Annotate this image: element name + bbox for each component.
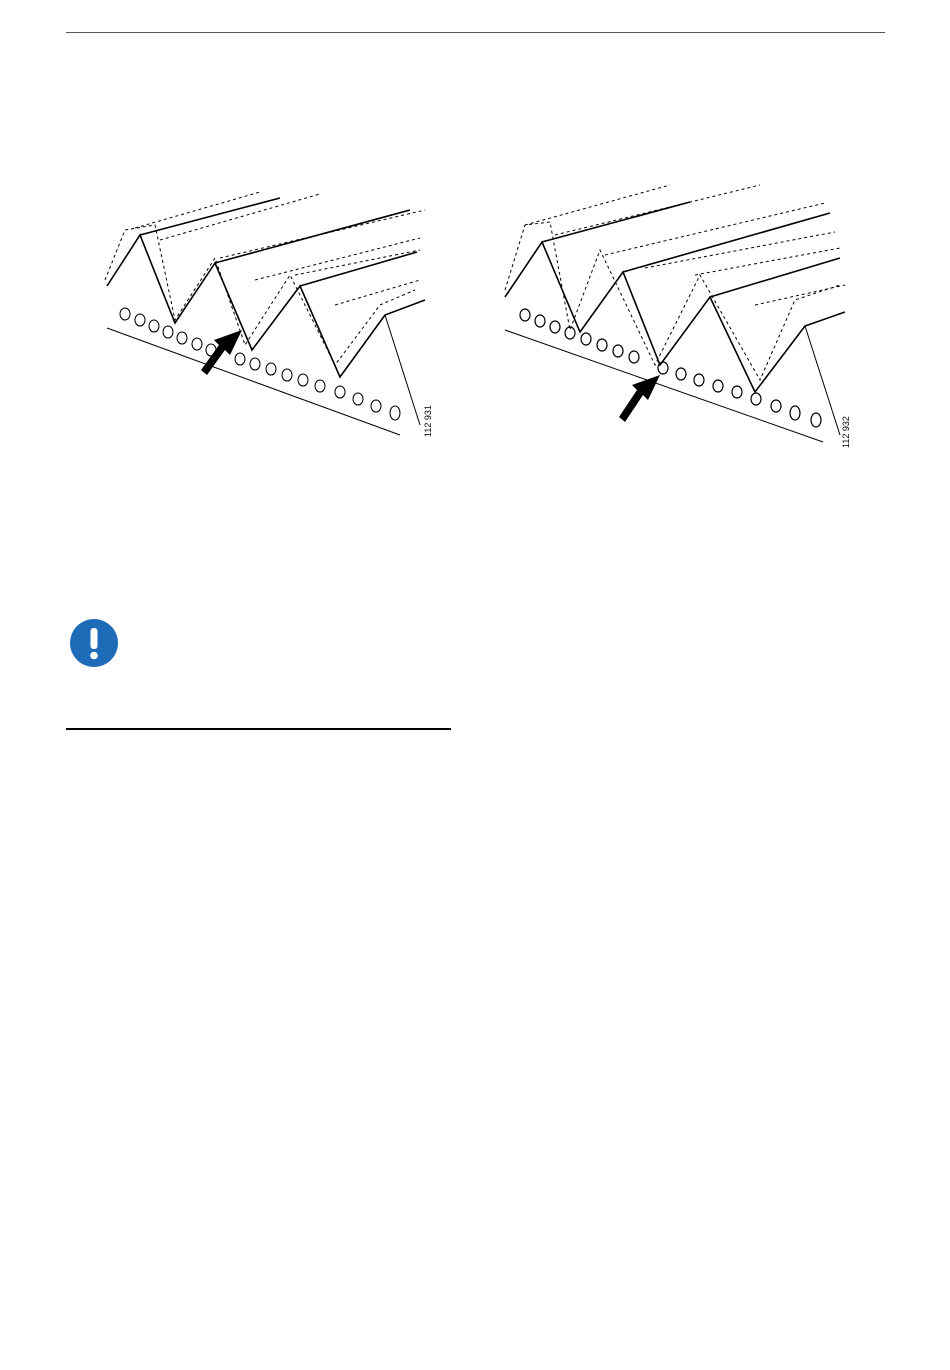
figure-left xyxy=(95,180,455,445)
pointer-arrow-icon xyxy=(619,375,660,422)
figure-number: 112 931 xyxy=(423,405,433,437)
exclamation-icon xyxy=(69,618,119,668)
section-divider xyxy=(66,728,451,730)
header-rule xyxy=(66,32,885,33)
pleated-belt-illustration-right xyxy=(495,180,865,450)
figure-right xyxy=(495,180,865,450)
pleated-belt-illustration-left xyxy=(95,180,455,445)
pointer-arrow-icon xyxy=(201,330,242,375)
figure-number: 112 932 xyxy=(841,416,851,448)
